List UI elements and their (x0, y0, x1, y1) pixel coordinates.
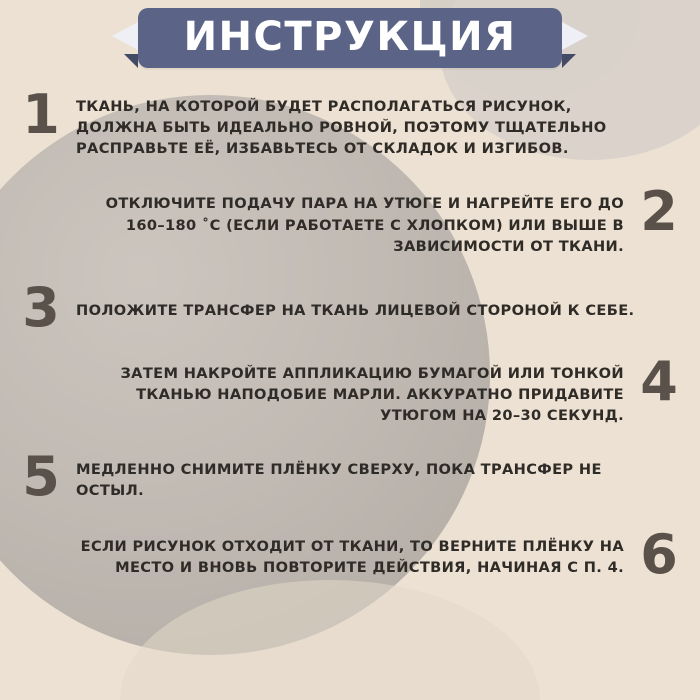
ribbon-right-notch-icon (562, 22, 588, 50)
steps-list (0, 84, 700, 585)
ribbon-left-notch-icon (112, 22, 138, 50)
step-item-5 (0, 445, 700, 509)
step-item-2 (0, 180, 700, 256)
step-number-5: 5 (22, 445, 60, 509)
step-text-1: ТКАНЬ, НА КОТОРОЙ БУДЕТ РАСПОЛАГАТЬСЯ РИСУНОК, ДОЛЖНА БЫТЬ ИДЕАЛЬНО РОВНОЙ, ПОЭТОМУ ТЩАТЕЛЬНО РАСПРАВЬТЕ ЕЁ, ИЗБАВЬТЕСЬ ОТ СКЛАДОК И ИЗГИБОВ. (76, 98, 607, 158)
step-item-4 (0, 349, 700, 426)
step-item-3 (0, 275, 700, 339)
step-number-4: 4 (640, 349, 678, 413)
step-number-2: 2 (640, 180, 678, 244)
step-text-2: ОТКЛЮЧИТЕ ПОДАЧУ ПАРА НА УТЮГЕ И НАГРЕЙТЕ ЕГО ДО 160–180 ˚С (ЕСЛИ РАБОТАЕТЕ С ХЛОПКОМ) ИЛИ ВЫШЕ В ЗАВИСИМОСТИ ОТ ТКАНИ. (105, 195, 624, 255)
ribbon-tail-right-icon (562, 54, 576, 68)
ribbon-tail-left-icon (124, 54, 138, 68)
page-title: ИНСТРУКЦИЯ (183, 14, 517, 60)
step-number-1: 1 (22, 83, 60, 146)
step-number-6: 6 (640, 522, 678, 586)
step-text-3: ПОЛОЖИТЕ ТРАНСФЕР НА ТКАНЬ ЛИЦЕВОЙ СТОРОНОЙ К СЕБЕ. (76, 302, 635, 320)
step-text-6: ЕСЛИ РИСУНОК ОТХОДИТ ОТ ТКАНИ, ТО ВЕРНИТЕ ПЛЁНКУ НА МЕСТО И ВНОВЬ ПОВТОРИТЕ ДЕЙСТВИЯ, НАЧИНАЯ С П. 4. (80, 537, 624, 576)
step-text-4: ЗАТЕМ НАКРОЙТЕ АППЛИКАЦИЮ БУМАГОЙ ИЛИ ТОНКОЙ ТКАНЬЮ НАПОДОБИЕ МАРЛИ. АККУРАТНО ПРИДАВИТЕ УТЮГОМ НА 20–30 СЕКУНД. (120, 364, 624, 424)
step-item-1 (0, 83, 700, 159)
step-item-6 (0, 522, 700, 586)
header-banner (138, 8, 563, 68)
step-text-5: МЕДЛЕННО СНИМИТЕ ПЛЁНКУ СВЕРХУ, ПОКА ТРАНСФЕР НЕ ОСТЫЛ. (76, 460, 602, 499)
step-number-3: 3 (22, 275, 60, 339)
header-banner-wrap (0, 8, 700, 68)
